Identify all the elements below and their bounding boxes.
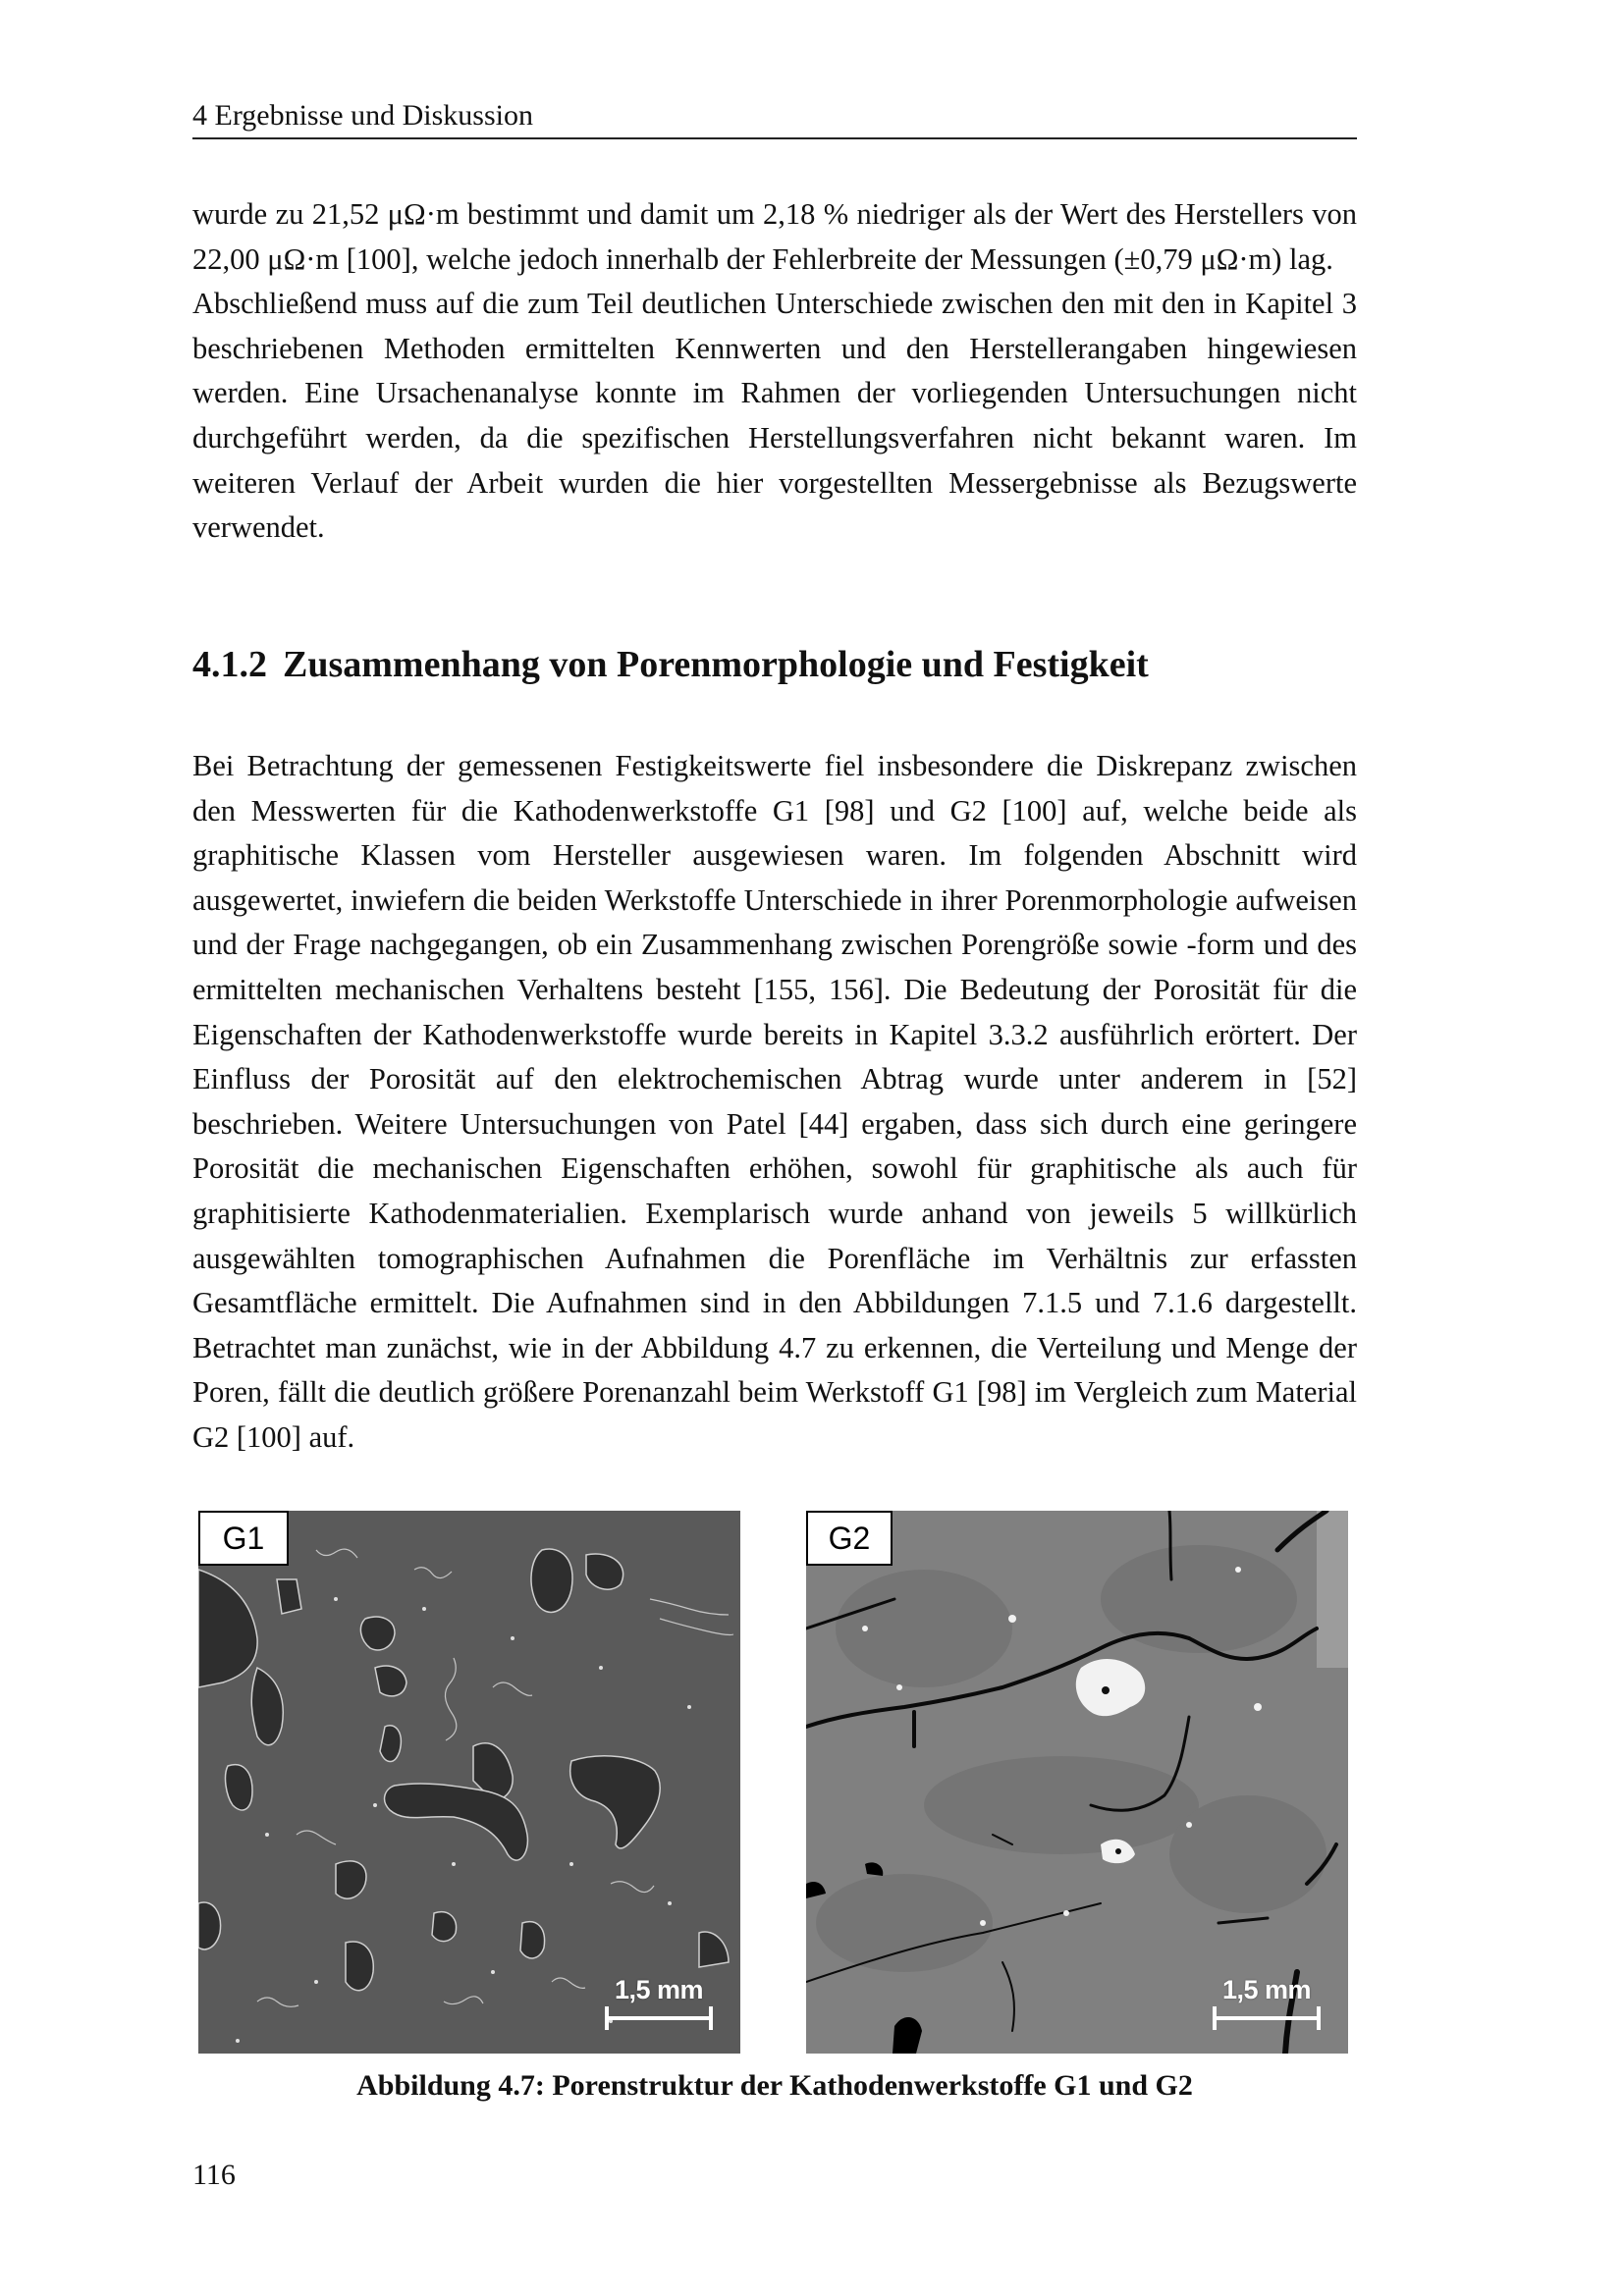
micrograph-g1-image <box>198 1511 740 2054</box>
micrograph-g2-image <box>806 1511 1348 2054</box>
scale-bar-line-g2 <box>1213 2016 1321 2020</box>
figure-panel-g1 <box>198 1511 740 2054</box>
scale-bar-g2 <box>1213 1975 1321 2034</box>
paragraph-pore-morphology: Bei Betrachtung der gemessenen Festigkeitswerte fiel insbesondere die Diskrepanz zwischen den Messwerten für die Kathodenwerkstoffe G1 [98] und G2 [100] auf, welche beide als graphitische Klassen vom Hersteller ausgewiesen waren. Im folgenden Abschnitt wird ausgewertet, inwiefern die beiden Werkstoffe Unterschiede in ihrer Porenmorphologie aufweisen und der Frage nachgegangen, ob ein Zusammenhang zwischen Porengröße sowie -form und des ermittelten mechanischen Verhaltens besteht [155, 156]. Die Bedeutung der Porosität für die Eigenschaften der Kathodenwerkstoffe wurde bereits in Kapitel 3.3.2 ausführlich erörtert. Der Einfluss der Porosität auf den elektrochemischen Abtrag wurde unter anderem in [52] beschrieben. Weitere Untersuchungen von Patel [44] ergaben, dass sich durch eine geringere Porosität die mechanischen Eigenschaften erhöhen, sowohl für graphitische als auch für graphitisierte Kathodenmaterialien. Exemplarisch wurde anhand von jeweils 5 willkürlich ausgewählten tomographischen Aufnahmen die Porenfläche im Verhältnis zur erfassten Gesamtfläche ermittelt. Die Aufnahmen sind in den Abbildungen 7.1.5 und 7.1.6 dargestellt. Betrachtet man zunächst, wie in der Abbildung 4.7 zu erkennen, die Verteilung und Menge der Poren, fällt die deutlich größere Porenanzahl beim Werkstoff G1 [98] im Vergleich zum Material G2 [100] auf. <box>192 749 1357 1454</box>
page-number: 116 <box>192 2159 236 2191</box>
scale-bar-label-g2: 1,5 mm <box>1221 1975 1312 2004</box>
header-rule <box>192 137 1357 139</box>
running-header-title: 4 Ergebnisse und Diskussion <box>192 99 533 132</box>
scale-bar-line-g1 <box>605 2016 713 2020</box>
body-text-upper <box>192 192 1357 551</box>
section-title: Zusammenhang von Porenmorphologie und Festigkeit <box>283 644 1149 685</box>
panel-label-g1: G1 <box>198 1511 289 1566</box>
panel-label-g2: G2 <box>806 1511 893 1566</box>
section-number: 4.1.2 <box>192 644 267 685</box>
paragraph-resistivity: wurde zu 21,52 μΩ·m bestimmt und damit um 2,18 % niedriger als der Wert des Herstellers von 22,00 μΩ·m [100], welche jedoch innerhalb der Fehlerbreite der Messungen (±0,79 μΩ·m) lag. <box>192 197 1357 276</box>
figure-panel-g2 <box>806 1511 1348 2054</box>
scale-bar-label-g1: 1,5 mm <box>614 1975 704 2004</box>
body-text-lower <box>192 744 1357 1461</box>
section-heading <box>192 642 1357 687</box>
paragraph-conclusion: Abschließend muss auf die zum Teil deutlichen Unterschiede zwischen den mit den in Kapitel 3 beschriebenen Methoden ermittelten Kennwerten und den Herstellerangaben hingewiesen werden. Eine Ursachenanalyse konnte im Rahmen der vorliegenden Untersuchungen nicht durchgeführt werden, da die spezifischen Herstellungsverfahren nicht bekannt waren. Im weiteren Verlauf der Arbeit wurden die hier vorgestellten Messergebnisse als Bezugswerte verwendet. <box>192 287 1357 545</box>
figure-caption: Abbildung 4.7: Porenstruktur der Kathodenwerkstoffe G1 und G2 <box>356 2069 1193 2102</box>
scale-bar-g1 <box>605 1975 713 2034</box>
